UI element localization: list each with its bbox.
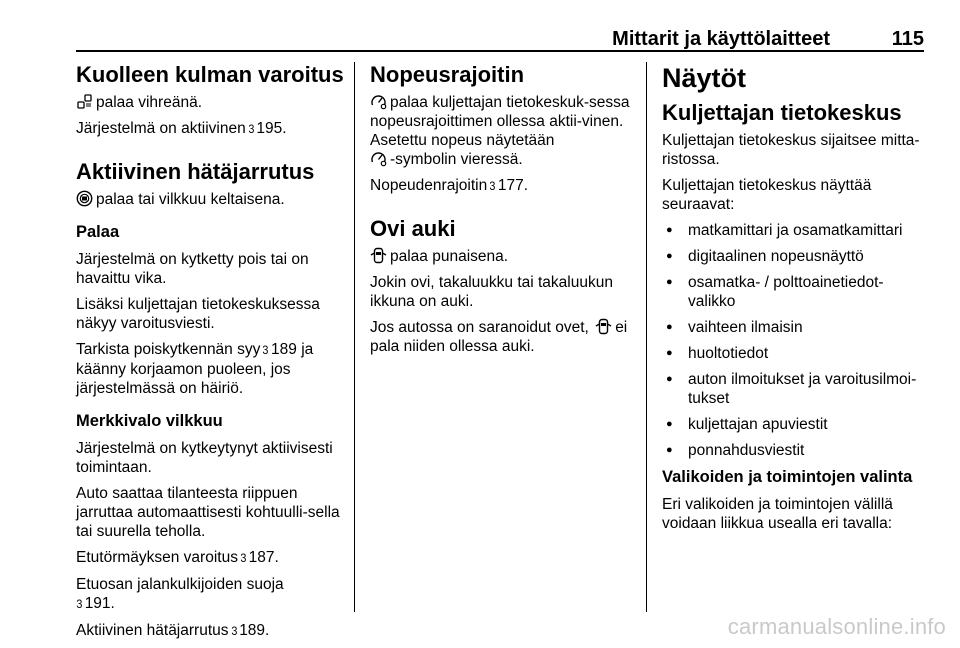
watermark: carmanualsonline.info — [727, 614, 946, 639]
door-paragraph-2 — [370, 318, 638, 356]
on-p3-post: 189 ja käänny korjaamon puoleen, jos järjestelmässä on häiriö. — [76, 341, 314, 397]
heading-menu-selection: Valikoiden ja toimintojen valinta — [662, 468, 913, 486]
blind-spot-active — [76, 119, 346, 139]
heading-displays: Näytöt — [662, 63, 747, 93]
list-item: ● osamatka- / polttoainetiedot-valikko — [662, 273, 928, 311]
xref-arrow-icon: 3 — [76, 597, 83, 611]
xref-arrow-icon: 3 — [248, 122, 255, 136]
door-status — [370, 247, 638, 266]
blink-paragraph-3 — [76, 548, 346, 568]
heading-door-open: Ovi auki — [370, 216, 456, 241]
dic-paragraph-2: Kuljettajan tietokeskus näyttää seuraavat: — [662, 177, 872, 213]
speed-limiter-icon — [370, 93, 387, 110]
blind-spot-ref[interactable]: 195. — [256, 120, 287, 137]
heading-driver-info-center: Kuljettajan tietokeskus — [662, 100, 902, 125]
blink-p5-text: Aktiivinen hätäjarrutus — [76, 622, 229, 639]
speed-p1-tail: -symbolin vieressä. — [390, 151, 523, 168]
list-item: ● huoltotiedot — [662, 344, 928, 363]
aeb-status-text: palaa tai vilkkuu keltaisena. — [96, 191, 285, 208]
heading-on: Palaa — [76, 223, 120, 241]
blink-p4-ref[interactable]: 191. — [84, 595, 115, 612]
blink-p3-text: Etutörmäyksen varoitus — [76, 549, 238, 566]
speed-limiter-icon — [370, 150, 387, 167]
blink-paragraph-2: Auto saattaa tilanteesta riippuen jarruttaa automaattisesti kohtuulli-sella tai suurella teholla. — [76, 485, 340, 540]
blind-spot-icon — [76, 93, 93, 110]
page-header-title: Mittarit ja käyttölaitteet — [612, 28, 830, 50]
on-paragraph-1: Järjestelmä on kytketty pois tai on havaittu vika. — [76, 251, 309, 287]
heading-blind-spot: Kuolleen kulman varoitus — [76, 62, 344, 87]
dic-list — [662, 221, 928, 460]
list-item: ● kuljettajan apuviestit — [662, 415, 928, 434]
list-item: ● auton ilmoitukset ja varoitusilmoi-tukset — [662, 370, 928, 408]
door-paragraph-1: Jokin ovi, takaluukku tai takaluukun ikkuna on auki. — [370, 274, 613, 310]
speed-p1-text: palaa kuljettajan tietokeskuk-sessa nopeusrajoittimen ollessa aktii-vinen. Asetettu nopeus näytetään — [370, 94, 630, 149]
list-item: ● vaihteen ilmaisin — [662, 318, 928, 337]
list-item: ● matkamittari ja osamatkamittari — [662, 221, 928, 240]
speed-paragraph-1 — [370, 93, 638, 169]
dic-paragraph-1: Kuljettajan tietokeskus sijaitsee mitta-ristossa. — [662, 132, 920, 168]
column-3 — [662, 62, 928, 540]
emergency-brake-icon — [76, 190, 93, 207]
blind-spot-status — [76, 93, 346, 112]
xref-arrow-icon: 3 — [489, 179, 496, 193]
door-open-icon — [370, 247, 387, 264]
blink-p5-ref[interactable]: 189. — [239, 622, 270, 639]
door-open-icon — [595, 318, 612, 335]
header-rule — [76, 50, 924, 52]
blink-p3-ref[interactable]: 187. — [248, 549, 279, 566]
column-divider-2 — [646, 62, 647, 612]
on-paragraph-3 — [76, 340, 346, 398]
speed-p2-ref[interactable]: 177. — [497, 177, 529, 194]
list-item: ● ponnahdusviestit — [662, 441, 928, 460]
speed-p2-text: Nopeudenrajoitin — [370, 177, 488, 194]
aeb-status — [76, 190, 346, 209]
xref-arrow-icon: 3 — [262, 343, 269, 357]
blink-paragraph-1: Järjestelmä on kytkeytynyt aktiivisesti toimintaan. — [76, 440, 333, 476]
on-paragraph-2: Lisäksi kuljettajan tietokeskuksessa näkyy varoitusviesti. — [76, 296, 320, 332]
heading-emergency-brake: Aktiivinen hätäjarrutus — [76, 159, 315, 184]
blind-spot-status-text: palaa vihreänä. — [96, 94, 202, 111]
blink-paragraph-5 — [76, 621, 346, 641]
blink-paragraph-4 — [76, 575, 346, 614]
blind-spot-active-text: Järjestelmä on aktiivinen — [76, 120, 246, 137]
xref-arrow-icon: 3 — [240, 551, 247, 565]
on-p3-pre: Tarkista poiskytkennän syy — [76, 341, 261, 358]
menu-paragraph-1: Eri valikoiden ja toimintojen välillä voidaan liikkua usealla eri tavalla: — [662, 496, 893, 532]
xref-arrow-icon: 3 — [230, 624, 237, 638]
door-status-text: palaa punaisena. — [390, 248, 509, 265]
page-number: 115 — [891, 28, 924, 50]
column-1 — [76, 62, 346, 648]
door-p2-tail: ei pala niiden ollessa auki. — [370, 319, 628, 355]
column-2 — [370, 62, 638, 363]
blink-p4-text: Etuosan jalankulkijoiden suoja — [76, 576, 284, 593]
heading-blink: Merkkivalo vilkkuu — [76, 412, 223, 430]
column-divider-1 — [354, 62, 355, 612]
list-item: ● digitaalinen nopeusnäyttö — [662, 247, 928, 266]
heading-speed-limiter: Nopeusrajoitin — [370, 62, 525, 87]
speed-paragraph-2 — [370, 176, 638, 196]
door-p2-text: Jos autossa on saranoidut ovet, — [370, 319, 589, 336]
